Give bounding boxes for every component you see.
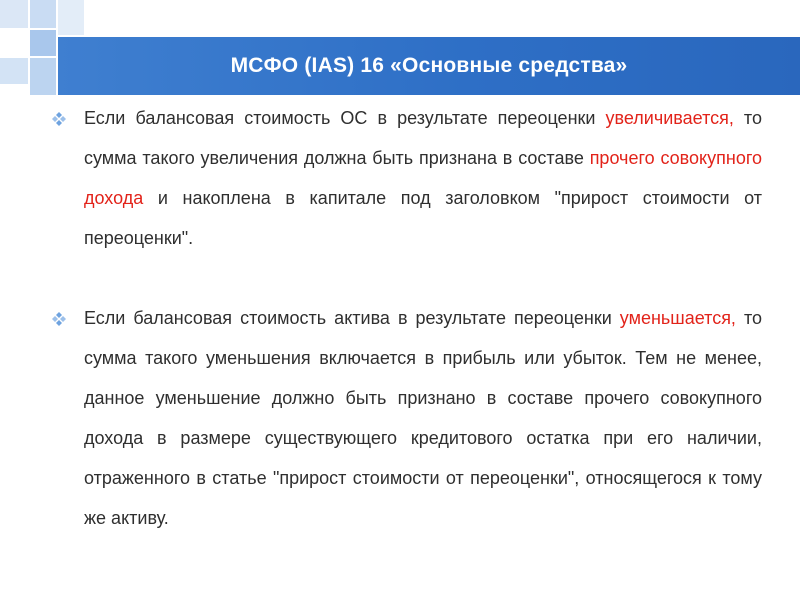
- diamond-cluster-icon: [52, 112, 66, 126]
- decorative-square: [30, 58, 56, 95]
- paragraph-text: и накоплена в капитале под заголовком "прирост стоимости от переоценки".: [84, 188, 762, 248]
- decorative-square: [0, 58, 28, 84]
- paragraph-text: Если балансовая стоимость актива в результате переоценки: [84, 308, 620, 328]
- diamond-cluster-icon: [52, 312, 66, 326]
- decorative-square: [58, 0, 84, 35]
- decorative-square: [0, 0, 28, 28]
- page-title: МСФО (IAS) 16 «Основные средства»: [230, 54, 628, 77]
- paragraph-revaluation-increase: [84, 98, 762, 258]
- decorative-square: [30, 0, 56, 28]
- highlight-oci: прочего совокупного дохода: [84, 148, 763, 208]
- highlight-increase: увеличивается,: [605, 108, 734, 128]
- paragraph-text: то сумма такого уменьшения включается в прибыль или убыток. Тем не менее, данное уменьшение должно быть признано в составе прочего совокупного дохода в размере существующего кредитового остатка при его наличии, отраженного в статье "прирост стоимости от переоценки", относящегося к тому же активу.: [84, 308, 762, 528]
- paragraph-text: то сумма такого увеличения должна быть признана в составе: [84, 108, 762, 168]
- decorative-square: [30, 30, 56, 56]
- title-bar: [58, 37, 800, 95]
- highlight-decrease: уменьшается,: [619, 308, 736, 328]
- paragraph-text: Если балансовая стоимость ОС в результате переоценки: [84, 108, 606, 128]
- paragraph-revaluation-decrease: [84, 298, 762, 538]
